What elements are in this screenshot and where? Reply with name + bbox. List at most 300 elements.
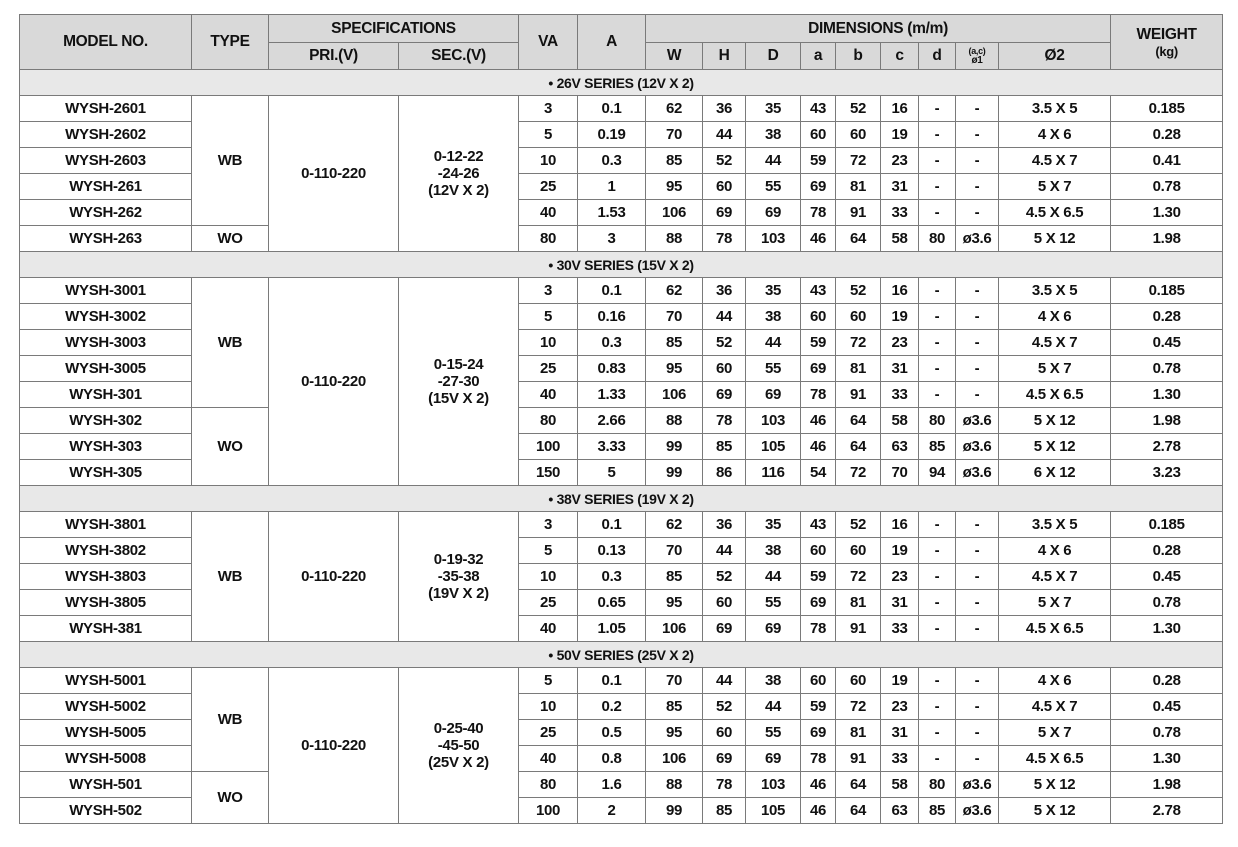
pri-voltage: 0-110-220 — [269, 278, 399, 486]
dim-d: 38 — [746, 304, 801, 330]
sec-voltage-line: -35-38 — [437, 568, 480, 585]
model-no: WYSH-303 — [20, 434, 192, 460]
dim-b: 91 — [836, 382, 881, 408]
dim-d2: - — [919, 122, 956, 148]
header-model-no: MODEL NO. — [20, 15, 192, 70]
transformer-spec-table — [19, 14, 1223, 824]
model-no: WYSH-501 — [20, 772, 192, 798]
table-row — [20, 226, 1223, 252]
dim-d2: - — [919, 200, 956, 226]
dim-b: 72 — [836, 694, 881, 720]
va: 10 — [519, 148, 578, 174]
dim-c: 23 — [881, 564, 919, 590]
phi1: - — [956, 616, 999, 642]
dim-c: 23 — [881, 148, 919, 174]
a: 1 — [578, 174, 646, 200]
header-type: TYPE — [192, 15, 269, 70]
dim-w: 62 — [646, 278, 703, 304]
sec-voltage — [399, 96, 519, 252]
dim-d2: - — [919, 668, 956, 694]
series-header: • 50V SERIES (25V X 2) — [20, 642, 1223, 668]
dim-d2: 80 — [919, 408, 956, 434]
a: 2 — [578, 798, 646, 824]
phi2: 4 X 6 — [999, 122, 1111, 148]
phi2: 4 X 6 — [999, 668, 1111, 694]
va: 25 — [519, 174, 578, 200]
dim-h: 36 — [703, 512, 746, 538]
header-dim-w: W — [646, 43, 703, 70]
dim-d: 44 — [746, 694, 801, 720]
dim-h: 85 — [703, 798, 746, 824]
dim-a: 78 — [801, 746, 836, 772]
dim-b: 72 — [836, 148, 881, 174]
dim-b: 81 — [836, 356, 881, 382]
phi1: ø3.6 — [956, 226, 999, 252]
dim-a: 46 — [801, 408, 836, 434]
phi1: - — [956, 590, 999, 616]
phi2: 4 X 6 — [999, 538, 1111, 564]
a: 3 — [578, 226, 646, 252]
dim-w: 85 — [646, 564, 703, 590]
dim-a: 43 — [801, 96, 836, 122]
phi1: - — [956, 564, 999, 590]
model-no: WYSH-2603 — [20, 148, 192, 174]
phi1: ø3.6 — [956, 798, 999, 824]
pri-voltage: 0-110-220 — [269, 668, 399, 824]
phi2: 4.5 X 6.5 — [999, 200, 1111, 226]
weight: 0.45 — [1111, 330, 1223, 356]
dim-w: 85 — [646, 694, 703, 720]
dim-w: 70 — [646, 122, 703, 148]
dim-a: 78 — [801, 616, 836, 642]
model-no: WYSH-5002 — [20, 694, 192, 720]
dim-d: 44 — [746, 148, 801, 174]
dim-d: 105 — [746, 798, 801, 824]
weight: 0.28 — [1111, 122, 1223, 148]
dim-a: 60 — [801, 668, 836, 694]
dim-b: 52 — [836, 512, 881, 538]
dim-d: 55 — [746, 720, 801, 746]
model-no: WYSH-3803 — [20, 564, 192, 590]
dim-d: 116 — [746, 460, 801, 486]
dim-w: 70 — [646, 304, 703, 330]
dim-b: 91 — [836, 616, 881, 642]
va: 40 — [519, 382, 578, 408]
dim-w: 99 — [646, 798, 703, 824]
model-no: WYSH-261 — [20, 174, 192, 200]
type-cell: WB — [192, 96, 269, 226]
phi2: 5 X 12 — [999, 434, 1111, 460]
a: 5 — [578, 460, 646, 486]
table-row — [20, 668, 1223, 694]
dim-b: 81 — [836, 174, 881, 200]
phi2: 4.5 X 7 — [999, 564, 1111, 590]
model-no: WYSH-3805 — [20, 590, 192, 616]
dim-h: 60 — [703, 590, 746, 616]
sec-voltage-line: (19V X 2) — [428, 585, 489, 602]
dim-h: 44 — [703, 304, 746, 330]
dim-h: 52 — [703, 694, 746, 720]
dim-d2: - — [919, 564, 956, 590]
dim-w: 95 — [646, 356, 703, 382]
weight: 1.98 — [1111, 408, 1223, 434]
header-a: A — [578, 15, 646, 70]
dim-d: 35 — [746, 512, 801, 538]
dim-h: 69 — [703, 382, 746, 408]
phi2: 4.5 X 6.5 — [999, 746, 1111, 772]
dim-a: 46 — [801, 434, 836, 460]
phi1: ø3.6 — [956, 434, 999, 460]
dim-d2: - — [919, 538, 956, 564]
phi1: - — [956, 694, 999, 720]
dim-a: 59 — [801, 148, 836, 174]
dim-b: 64 — [836, 226, 881, 252]
dim-a: 60 — [801, 304, 836, 330]
dim-w: 70 — [646, 668, 703, 694]
dim-b: 52 — [836, 96, 881, 122]
dim-b: 91 — [836, 200, 881, 226]
va: 80 — [519, 772, 578, 798]
dim-a: 60 — [801, 122, 836, 148]
table-row — [20, 408, 1223, 434]
dim-w: 106 — [646, 616, 703, 642]
dim-w: 99 — [646, 434, 703, 460]
dim-w: 85 — [646, 148, 703, 174]
dim-c: 31 — [881, 356, 919, 382]
dim-w: 62 — [646, 512, 703, 538]
phi2: 4.5 X 7 — [999, 148, 1111, 174]
dim-b: 64 — [836, 798, 881, 824]
phi1-bottom: ø1 — [971, 55, 983, 66]
dim-h: 78 — [703, 772, 746, 798]
va: 100 — [519, 434, 578, 460]
model-no: WYSH-302 — [20, 408, 192, 434]
dim-d2: - — [919, 356, 956, 382]
weight: 2.78 — [1111, 434, 1223, 460]
dim-h: 44 — [703, 122, 746, 148]
weight: 1.30 — [1111, 382, 1223, 408]
dim-d2: - — [919, 174, 956, 200]
dim-h: 60 — [703, 174, 746, 200]
dim-b: 60 — [836, 668, 881, 694]
dim-a: 43 — [801, 278, 836, 304]
weight: 1.98 — [1111, 772, 1223, 798]
dim-h: 60 — [703, 356, 746, 382]
a: 0.2 — [578, 694, 646, 720]
phi1-top: (a,c) — [968, 46, 986, 56]
a: 0.8 — [578, 746, 646, 772]
dim-w: 62 — [646, 96, 703, 122]
dim-w: 106 — [646, 200, 703, 226]
model-no: WYSH-3005 — [20, 356, 192, 382]
type-cell: WO — [192, 226, 269, 252]
phi2: 5 X 12 — [999, 226, 1111, 252]
phi1: - — [956, 356, 999, 382]
a: 1.33 — [578, 382, 646, 408]
va: 10 — [519, 694, 578, 720]
dim-h: 52 — [703, 330, 746, 356]
dim-d: 69 — [746, 382, 801, 408]
dim-c: 23 — [881, 694, 919, 720]
dim-b: 72 — [836, 460, 881, 486]
series-header: • 30V SERIES (15V X 2) — [20, 252, 1223, 278]
phi2: 5 X 12 — [999, 408, 1111, 434]
header-sec: SEC.(V) — [399, 43, 519, 70]
sec-voltage-line: (25V X 2) — [428, 754, 489, 771]
weight: 2.78 — [1111, 798, 1223, 824]
dim-d: 35 — [746, 96, 801, 122]
type-cell: WB — [192, 512, 269, 642]
phi2: 4.5 X 6.5 — [999, 382, 1111, 408]
weight: 1.30 — [1111, 200, 1223, 226]
header-phi2: Ø2 — [999, 43, 1111, 70]
weight: 0.78 — [1111, 356, 1223, 382]
header-dimensions: DIMENSIONS (m/m) — [646, 15, 1111, 43]
a: 1.53 — [578, 200, 646, 226]
dim-d2: - — [919, 304, 956, 330]
dim-d2: - — [919, 616, 956, 642]
phi2: 6 X 12 — [999, 460, 1111, 486]
pri-voltage: 0-110-220 — [269, 96, 399, 252]
dim-h: 36 — [703, 278, 746, 304]
dim-a: 46 — [801, 226, 836, 252]
a: 0.16 — [578, 304, 646, 330]
dim-d: 55 — [746, 590, 801, 616]
weight: 0.78 — [1111, 174, 1223, 200]
dim-c: 31 — [881, 174, 919, 200]
dim-h: 52 — [703, 148, 746, 174]
sec-voltage-line: (12V X 2) — [428, 182, 489, 199]
dim-b: 60 — [836, 304, 881, 330]
phi1: - — [956, 304, 999, 330]
sec-voltage-line: 0-25-40 — [433, 720, 484, 737]
dim-d: 69 — [746, 746, 801, 772]
dim-d: 38 — [746, 668, 801, 694]
sec-voltage — [399, 512, 519, 642]
dim-b: 60 — [836, 538, 881, 564]
sec-voltage-line: 0-15-24 — [433, 356, 484, 373]
phi1: - — [956, 330, 999, 356]
weight: 1.30 — [1111, 746, 1223, 772]
dim-d2: - — [919, 590, 956, 616]
weight: 0.45 — [1111, 564, 1223, 590]
weight: 1.98 — [1111, 226, 1223, 252]
dim-h: 85 — [703, 434, 746, 460]
dim-h: 78 — [703, 408, 746, 434]
table-row — [20, 278, 1223, 304]
a: 0.1 — [578, 96, 646, 122]
phi1: - — [956, 512, 999, 538]
a: 0.19 — [578, 122, 646, 148]
dim-b: 81 — [836, 720, 881, 746]
sec-voltage — [399, 668, 519, 824]
model-no: WYSH-381 — [20, 616, 192, 642]
dim-a: 54 — [801, 460, 836, 486]
dim-w: 99 — [646, 460, 703, 486]
weight: 0.41 — [1111, 148, 1223, 174]
va: 25 — [519, 590, 578, 616]
phi1: - — [956, 382, 999, 408]
phi1: - — [956, 746, 999, 772]
dim-c: 16 — [881, 278, 919, 304]
model-no: WYSH-2602 — [20, 122, 192, 148]
dim-c: 31 — [881, 590, 919, 616]
model-no: WYSH-502 — [20, 798, 192, 824]
model-no: WYSH-5001 — [20, 668, 192, 694]
dim-b: 64 — [836, 772, 881, 798]
dim-b: 72 — [836, 564, 881, 590]
dim-c: 19 — [881, 538, 919, 564]
weight-label: WEIGHT — [1136, 25, 1197, 43]
dim-w: 88 — [646, 408, 703, 434]
dim-d: 105 — [746, 434, 801, 460]
phi2: 4.5 X 6.5 — [999, 616, 1111, 642]
phi2: 3.5 X 5 — [999, 278, 1111, 304]
a: 0.5 — [578, 720, 646, 746]
series-header: • 26V SERIES (12V X 2) — [20, 70, 1223, 96]
header-specifications: SPECIFICATIONS — [269, 15, 519, 43]
a: 0.1 — [578, 668, 646, 694]
va: 25 — [519, 720, 578, 746]
phi1: - — [956, 200, 999, 226]
dim-w: 85 — [646, 330, 703, 356]
dim-w: 106 — [646, 746, 703, 772]
sec-voltage-line: -27-30 — [437, 373, 480, 390]
dim-a: 46 — [801, 798, 836, 824]
phi2: 3.5 X 5 — [999, 512, 1111, 538]
phi2: 5 X 12 — [999, 798, 1111, 824]
weight: 0.78 — [1111, 720, 1223, 746]
dim-a: 59 — [801, 694, 836, 720]
dim-a: 59 — [801, 330, 836, 356]
header-pri: PRI.(V) — [269, 43, 399, 70]
va: 5 — [519, 122, 578, 148]
model-no: WYSH-2601 — [20, 96, 192, 122]
a: 0.3 — [578, 148, 646, 174]
dim-d2: - — [919, 512, 956, 538]
dim-c: 58 — [881, 772, 919, 798]
dim-a: 46 — [801, 772, 836, 798]
phi1: - — [956, 96, 999, 122]
a: 0.65 — [578, 590, 646, 616]
va: 3 — [519, 96, 578, 122]
a: 1.6 — [578, 772, 646, 798]
dim-h: 60 — [703, 720, 746, 746]
dim-c: 33 — [881, 382, 919, 408]
dim-w: 88 — [646, 226, 703, 252]
phi1: - — [956, 278, 999, 304]
phi1: - — [956, 122, 999, 148]
dim-c: 19 — [881, 122, 919, 148]
sec-voltage-line: 0-12-22 — [433, 148, 484, 165]
table-row — [20, 512, 1223, 538]
dim-d2: 80 — [919, 226, 956, 252]
phi2: 5 X 7 — [999, 720, 1111, 746]
va: 3 — [519, 278, 578, 304]
a: 1.05 — [578, 616, 646, 642]
phi1: - — [956, 148, 999, 174]
a: 0.13 — [578, 538, 646, 564]
phi2: 4.5 X 7 — [999, 694, 1111, 720]
va: 3 — [519, 512, 578, 538]
dim-b: 64 — [836, 408, 881, 434]
dim-d: 103 — [746, 226, 801, 252]
dim-d2: - — [919, 720, 956, 746]
weight: 0.28 — [1111, 304, 1223, 330]
dim-a: 59 — [801, 564, 836, 590]
phi1: ø3.6 — [956, 408, 999, 434]
phi1: - — [956, 174, 999, 200]
dim-c: 63 — [881, 798, 919, 824]
phi2: 3.5 X 5 — [999, 96, 1111, 122]
dim-b: 91 — [836, 746, 881, 772]
model-no: WYSH-5008 — [20, 746, 192, 772]
a: 2.66 — [578, 408, 646, 434]
phi1: ø3.6 — [956, 460, 999, 486]
weight: 0.28 — [1111, 668, 1223, 694]
weight: 0.28 — [1111, 538, 1223, 564]
dim-d: 55 — [746, 356, 801, 382]
series-header: • 38V SERIES (19V X 2) — [20, 486, 1223, 512]
table-row — [20, 96, 1223, 122]
dim-b: 52 — [836, 278, 881, 304]
type-cell: WO — [192, 772, 269, 824]
dim-h: 52 — [703, 564, 746, 590]
phi2: 5 X 7 — [999, 356, 1111, 382]
dim-a: 69 — [801, 590, 836, 616]
va: 100 — [519, 798, 578, 824]
dim-a: 69 — [801, 720, 836, 746]
dim-w: 95 — [646, 720, 703, 746]
model-no: WYSH-262 — [20, 200, 192, 226]
phi2: 5 X 7 — [999, 590, 1111, 616]
dim-h: 44 — [703, 668, 746, 694]
dim-d: 69 — [746, 200, 801, 226]
dim-a: 43 — [801, 512, 836, 538]
model-no: WYSH-263 — [20, 226, 192, 252]
phi1: - — [956, 720, 999, 746]
dim-d: 38 — [746, 538, 801, 564]
dim-c: 19 — [881, 668, 919, 694]
dim-d2: 94 — [919, 460, 956, 486]
dim-c: 19 — [881, 304, 919, 330]
dim-d2: - — [919, 330, 956, 356]
dim-d2: 80 — [919, 772, 956, 798]
dim-d2: - — [919, 746, 956, 772]
model-no: WYSH-3802 — [20, 538, 192, 564]
phi2: 4 X 6 — [999, 304, 1111, 330]
header-weight — [1111, 15, 1223, 70]
va: 5 — [519, 304, 578, 330]
dim-h: 69 — [703, 746, 746, 772]
dim-a: 78 — [801, 200, 836, 226]
dim-w: 95 — [646, 174, 703, 200]
dim-d2: 85 — [919, 434, 956, 460]
dim-d2: - — [919, 382, 956, 408]
dim-d: 103 — [746, 408, 801, 434]
header-va: VA — [519, 15, 578, 70]
phi1: - — [956, 668, 999, 694]
table-row — [20, 772, 1223, 798]
weight: 0.185 — [1111, 96, 1223, 122]
va: 80 — [519, 226, 578, 252]
dim-d: 69 — [746, 616, 801, 642]
dim-a: 60 — [801, 538, 836, 564]
dim-b: 64 — [836, 434, 881, 460]
va: 40 — [519, 746, 578, 772]
dim-w: 106 — [646, 382, 703, 408]
dim-c: 33 — [881, 616, 919, 642]
